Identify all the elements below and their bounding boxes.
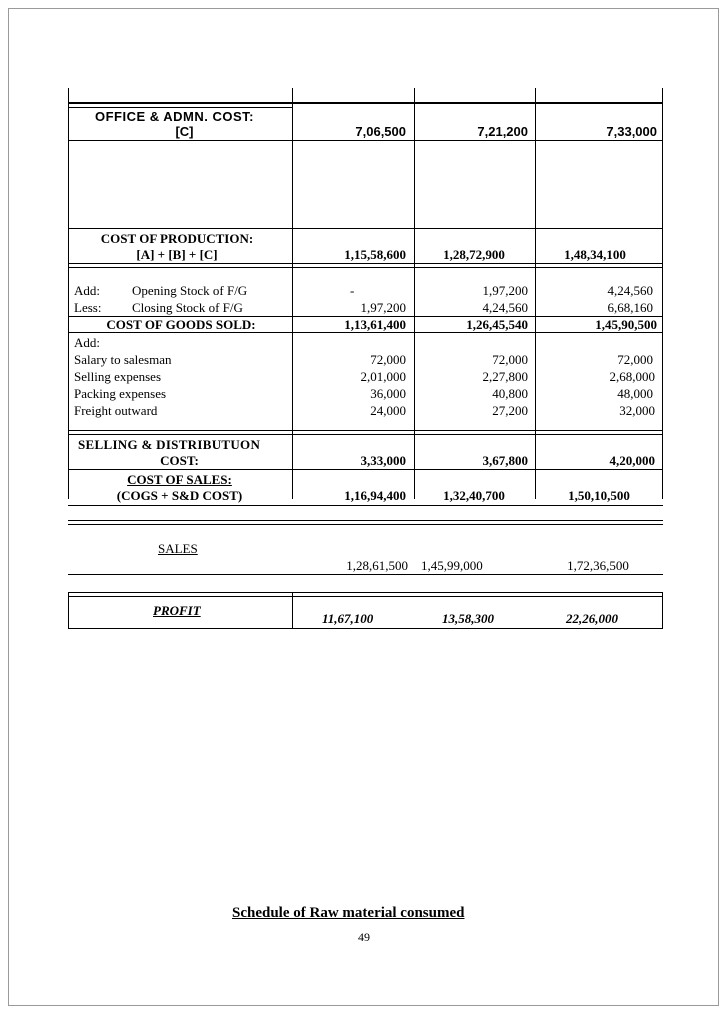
office-value-1: 7,06,500 xyxy=(355,124,406,139)
closing-stock-prefix: Less: xyxy=(74,300,102,315)
office-admn-ref: [C] xyxy=(175,124,194,139)
packing-expenses-value-2: 40,800 xyxy=(492,386,528,401)
production-value-2: 1,28,72,900 xyxy=(443,247,505,262)
sd-cost-value-2: 3,67,800 xyxy=(482,453,528,468)
sd-cost-value-3: 4,20,000 xyxy=(609,453,655,468)
cost-of-sales-formula: (COGS + S&D COST) xyxy=(116,488,243,503)
office-value-3: 7,33,000 xyxy=(606,124,657,139)
packing-expenses-label: Packing expenses xyxy=(74,386,167,401)
selling-add-label: Add: xyxy=(74,335,100,350)
page-border xyxy=(8,8,719,1006)
office-admn-label: OFFICE & ADMN. COST: xyxy=(94,109,254,124)
sales-label: SALES xyxy=(158,541,198,556)
production-value-1: 1,15,58,600 xyxy=(344,247,406,262)
cost-of-sales-value-2: 1,32,40,700 xyxy=(443,488,505,503)
freight-outward-value-2: 27,200 xyxy=(492,403,528,418)
freight-outward-label: Freight outward xyxy=(74,403,158,418)
profit-value-2: 13,58,300 xyxy=(442,611,494,626)
production-label: COST OF PRODUCTION: xyxy=(100,231,254,246)
opening-stock-prefix: Add: xyxy=(74,283,100,298)
production-formula: [A] + [B] + [C] xyxy=(136,247,218,262)
freight-outward-value-1: 24,000 xyxy=(370,403,406,418)
selling-expenses-value-3: 2,68,000 xyxy=(609,369,655,384)
closing-stock-value-3: 6,68,160 xyxy=(607,300,653,315)
cogs-value-2: 1,26,45,540 xyxy=(466,317,528,332)
salary-salesman-value-3: 72,000 xyxy=(617,352,653,367)
selling-expenses-value-1: 2,01,000 xyxy=(360,369,406,384)
opening-stock-value-2: 1,97,200 xyxy=(482,283,528,298)
sales-value-2: 1,45,99,000 xyxy=(421,558,483,573)
opening-stock-value-3: 4,24,560 xyxy=(607,283,653,298)
sales-value-3: 1,72,36,500 xyxy=(567,558,629,573)
opening-stock-value-1: - xyxy=(350,283,355,298)
closing-stock-label: Closing Stock of F/G xyxy=(132,300,243,315)
selling-expenses-label: Selling expenses xyxy=(74,369,162,384)
salary-salesman-value-1: 72,000 xyxy=(370,352,406,367)
sd-cost-label-2: COST: xyxy=(160,453,199,468)
profit-label: PROFIT xyxy=(153,603,201,618)
cost-of-sales-value-1: 1,16,94,400 xyxy=(344,488,406,503)
closing-stock-value-2: 4,24,560 xyxy=(482,300,528,315)
sd-cost-value-1: 3,33,000 xyxy=(360,453,406,468)
cost-of-sales-label: COST OF SALES: xyxy=(127,472,232,487)
cogs-value-1: 1,13,61,400 xyxy=(344,317,406,332)
profit-value-1: 11,67,100 xyxy=(322,611,374,626)
salary-salesman-label: Salary to salesman xyxy=(74,352,172,367)
sales-value-1: 1,28,61,500 xyxy=(346,558,408,573)
cogs-value-3: 1,45,90,500 xyxy=(595,317,657,332)
cost-of-sales-value-3: 1,50,10,500 xyxy=(568,488,630,503)
production-value-3: 1,48,34,100 xyxy=(564,247,626,262)
opening-stock-label: Opening Stock of F/G xyxy=(132,283,248,298)
packing-expenses-value-3: 48,000 xyxy=(617,386,653,401)
schedule-title: Schedule of Raw material consumed xyxy=(232,905,465,921)
closing-stock-value-1: 1,97,200 xyxy=(360,300,406,315)
selling-expenses-value-2: 2,27,800 xyxy=(482,369,528,384)
sd-cost-label: SELLING & DISTRIBUTUON xyxy=(78,437,261,452)
packing-expenses-value-1: 36,000 xyxy=(370,386,406,401)
page-number: 49 xyxy=(358,930,370,944)
profit-value-3: 22,26,000 xyxy=(566,611,618,626)
cogs-label: COST OF GOODS SOLD: xyxy=(106,317,256,332)
freight-outward-value-3: 32,000 xyxy=(619,403,655,418)
salary-salesman-value-2: 72,000 xyxy=(492,352,528,367)
office-value-2: 7,21,200 xyxy=(477,124,528,139)
